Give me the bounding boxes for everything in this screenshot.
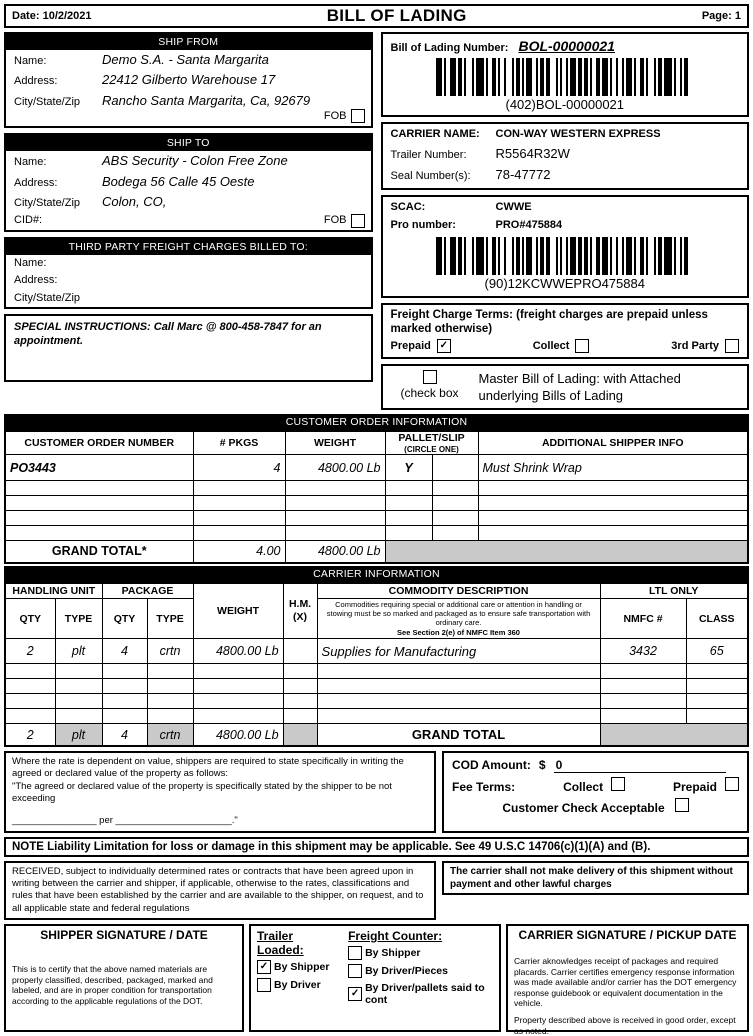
weight-cell: 4800.00 Lb — [193, 639, 283, 664]
ship-to-fob-checkbox[interactable] — [351, 214, 365, 228]
liability-note: NOTE Liability Limitation for loss or damage in this shipment may be applicable. See 49 U.S.C 14706(c)(1)(A) and (B). — [4, 837, 749, 857]
col-order-number: CUSTOMER ORDER NUMBER — [5, 431, 193, 455]
carrier-name-label: CARRIER NAME: — [390, 128, 480, 140]
customer-order-table — [4, 430, 749, 564]
trailer-number-value: R5564R32W — [495, 145, 570, 161]
col-handling-unit: HANDLING UNIT — [5, 583, 102, 599]
declared-value-fill-line[interactable]: ________________ per ______________________." — [12, 815, 238, 827]
shipper-signature-title: SHIPPER SIGNATURE / DATE — [40, 927, 208, 942]
trailer-loaded-title: Trailer Loaded: — [257, 928, 304, 957]
class-cell: 65 — [686, 639, 748, 664]
fee-terms-label: Fee Terms: — [452, 779, 516, 794]
field-label: City/State/Zip — [14, 197, 81, 210]
document-header — [4, 4, 749, 28]
ship-from-city-row — [6, 91, 371, 111]
shipper-certify-note: This is to certify that the above named materials are properly classified, described, packaged, marked and labeled, and are in proper condition for transportation according to the applicable regulations of the DOT. — [12, 963, 213, 1006]
carrier-signature-section[interactable] — [506, 924, 749, 1036]
bol-barcode-caption: (402)BOL-00000021 — [505, 97, 625, 112]
col-hu-type: TYPE — [55, 599, 102, 639]
master-bol-label: Master Bill of Lading: with Attached underlying Bills of Lading — [478, 371, 681, 403]
col-package: PACKAGE — [102, 583, 193, 599]
commodity-cell: Supplies for Manufacturing — [317, 639, 600, 664]
seal-number-label: Seal Number(s): — [390, 169, 471, 182]
counter-by-driver-pallets-label: By Driver/pallets said to cont — [365, 981, 485, 1006]
field-label: City/State/Zip — [14, 291, 81, 304]
pro-number-value: PRO#475884 — [495, 218, 563, 231]
commodity-note-bold: See Section 2(e) of NMFC Item 360 — [397, 628, 520, 638]
bol-barcode — [393, 58, 738, 96]
field-value: Bodega 56 Calle 45 Oeste — [102, 173, 255, 189]
carrier-grand-total-label: GRAND TOTAL — [317, 724, 600, 746]
third-party-label: 3rd Party — [671, 340, 719, 353]
carrier-info-sub-header — [5, 599, 748, 639]
scac-value: CWWE — [495, 200, 532, 213]
col-pkg-type: TYPE — [147, 599, 193, 639]
nmfc-cell: 3432 — [600, 639, 686, 664]
customer-check-label: Customer Check Acceptable — [502, 800, 665, 815]
field-label: Address: — [14, 176, 58, 189]
customer-order-title: CUSTOMER ORDER INFORMATION — [4, 414, 749, 430]
col-commodity: COMMODITY DESCRIPTION — [317, 583, 600, 599]
trailer-loaded-group — [257, 929, 334, 1010]
grand-total-weight: 4800.00 Lb — [285, 541, 385, 563]
master-bol-caption: (check box — [400, 386, 459, 401]
pkg-qty-cell: 4 — [102, 639, 147, 664]
table-row[interactable] — [5, 694, 748, 709]
fee-collect-label: Collect — [563, 779, 604, 794]
date-field — [12, 10, 92, 22]
fee-collect-checkbox[interactable] — [611, 777, 625, 791]
pro-barcode — [393, 237, 738, 275]
col-pkg-qty: QTY — [102, 599, 147, 639]
scac-label: SCAC: — [390, 200, 426, 213]
ship-to-address-row — [6, 172, 371, 192]
total-shaded-cell — [600, 724, 748, 746]
field-label: City/State/Zip — [14, 95, 81, 108]
page-title: BILL OF LADING — [326, 6, 467, 25]
master-bol-checkbox[interactable] — [423, 370, 437, 384]
table-row[interactable] — [5, 664, 748, 679]
freight-terms-title: Freight Charge Terms: (freight charges are prepaid unless marked otherwise) — [390, 308, 708, 336]
total-weight: 4800.00 Lb — [193, 724, 283, 746]
slip-cell — [432, 455, 478, 481]
prepaid-label: Prepaid — [390, 340, 431, 353]
third-party-name-row — [6, 255, 371, 272]
pkgs-cell: 4 — [193, 455, 285, 481]
date-value: 10/2/2021 — [42, 10, 92, 22]
table-row[interactable] — [5, 455, 748, 481]
field-label: Address: — [14, 274, 58, 287]
freight-counter-group — [348, 929, 493, 1010]
carrier-info-group-header — [5, 583, 748, 599]
date-label: Date: — [12, 10, 40, 22]
table-row[interactable] — [5, 481, 748, 496]
col-hm: H.M. (X) — [283, 583, 317, 639]
trailer-by-shipper-checkbox[interactable]: ✓ — [257, 960, 271, 974]
seal-number-value: 78-47772 — [495, 166, 551, 182]
counter-by-driver-pieces-label: By Driver/Pieces — [365, 964, 448, 977]
pallet-cell: Y — [385, 455, 432, 481]
order-number-cell: PO3443 — [5, 455, 193, 481]
carrier-info-total-row — [5, 724, 748, 746]
field-value: Demo S.A. - Santa Margarita — [102, 52, 269, 68]
trailer-by-shipper-label: By Shipper — [274, 960, 330, 973]
carrier-info-title: CARRIER INFORMATION — [4, 566, 749, 582]
scac-section — [381, 195, 750, 298]
grand-total-label: GRAND TOTAL* — [5, 541, 193, 563]
collect-checkbox[interactable] — [575, 339, 589, 353]
hm-cell — [283, 639, 317, 664]
ship-from-section — [4, 32, 373, 128]
table-row[interactable] — [5, 496, 748, 511]
col-nmfc: NMFC # — [600, 599, 686, 639]
left-column — [4, 32, 373, 382]
freight-terms-section — [381, 303, 750, 360]
col-class: CLASS — [686, 599, 748, 639]
ship-to-section — [4, 133, 373, 232]
carrier-property-note: Property described above is received in good order, except as noted. — [514, 1015, 736, 1036]
bol-number-section — [381, 32, 750, 117]
trailer-by-driver-checkbox[interactable] — [257, 978, 271, 992]
cod-amount-value[interactable]: 0 — [554, 758, 726, 773]
field-label: CID#: — [14, 214, 43, 227]
page-label: Page: — [701, 10, 732, 22]
total-hu-type: plt — [55, 724, 102, 746]
fee-prepaid-checkbox[interactable] — [725, 777, 739, 791]
third-party-address-row — [6, 272, 371, 289]
field-label: Name: — [14, 55, 47, 68]
ship-to-title: SHIP TO — [6, 135, 371, 151]
ship-from-name-row — [6, 50, 371, 70]
customer-order-total-row — [5, 541, 748, 563]
master-bol-section — [381, 364, 750, 410]
pro-number-label: Pro number: — [390, 218, 456, 231]
counter-by-shipper-label: By Shipper — [365, 946, 421, 959]
col-hu-qty: QTY — [5, 599, 55, 639]
ship-to-cid-row — [6, 212, 371, 229]
col-shipper-info: ADDITIONAL SHIPPER INFO — [478, 431, 748, 455]
grand-total-shaded-cell — [385, 541, 748, 563]
third-party-title: THIRD PARTY FREIGHT CHARGES BILLED TO: — [6, 239, 371, 255]
col-ltl-only: LTL ONLY — [600, 583, 748, 599]
field-label: Name: — [14, 256, 47, 269]
cod-amount-label: COD Amount: — [452, 757, 531, 772]
carrier-signature-title: CARRIER SIGNATURE / PICKUP DATE — [518, 927, 737, 942]
cod-section — [442, 751, 749, 833]
customer-order-header-row — [5, 431, 748, 455]
right-column — [381, 32, 750, 410]
shipper-signature-section[interactable] — [4, 924, 244, 1032]
table-row[interactable] — [5, 511, 748, 526]
commodity-note: Commodities requiring special or additional care or attention in handling or stowing must be so marked and packaged as to ensure safe transportation with ordinary care. See Section 2(e) of NMFC Item 360 — [317, 599, 600, 639]
col-pallet-sub: (CIRCLE ONE) — [404, 444, 459, 454]
bol-number-value: BOL-00000021 — [518, 38, 615, 54]
shipper-info-cell: Must Shrink Wrap — [478, 455, 748, 481]
ship-from-fob-checkbox[interactable] — [351, 109, 365, 123]
table-row[interactable] — [5, 526, 748, 541]
third-party-checkbox[interactable] — [725, 339, 739, 353]
total-pkg-type: crtn — [147, 724, 193, 746]
grand-total-pkgs: 4.00 — [193, 541, 285, 563]
declared-value-section — [4, 751, 436, 833]
page-field — [702, 10, 741, 22]
page-number: 1 — [734, 10, 741, 22]
field-value: ABS Security - Colon Free Zone — [102, 153, 288, 169]
hu-qty-cell: 2 — [5, 639, 55, 664]
ship-to-name-row — [6, 151, 371, 171]
field-label: Address: — [14, 75, 58, 88]
total-hu-qty: 2 — [5, 724, 55, 746]
field-label: Name: — [14, 156, 47, 169]
carrier-info-table — [4, 582, 749, 747]
collect-label: Collect — [532, 340, 570, 353]
hu-type-cell: plt — [55, 639, 102, 664]
field-value: 22412 Gilberto Warehouse 17 — [102, 72, 276, 88]
table-row[interactable] — [5, 679, 748, 694]
fee-prepaid-label: Prepaid — [673, 779, 718, 794]
field-value: Colon, CO, — [102, 194, 167, 210]
customer-check-checkbox[interactable] — [675, 798, 689, 812]
declared-value-text2: "The agreed or declared value of the property is specifically stated by the shipper to be not exceeding — [12, 780, 392, 804]
col-pkgs: # PKGS — [193, 431, 285, 455]
ship-to-city-row — [6, 192, 371, 212]
pro-barcode-caption: (90)12KCWWEPRO475884 — [484, 275, 645, 291]
counter-by-shipper-checkbox[interactable] — [348, 946, 362, 960]
table-row[interactable] — [5, 639, 748, 664]
field-value: Rancho Santa Margarita, Ca, 92679 — [102, 92, 311, 108]
no-delivery-wrap — [442, 861, 749, 920]
third-party-city-row — [6, 290, 371, 307]
declared-value-text1: Where the rate is dependent on value, shippers are required to state specifically in writing the agreed or declared value of the property as follows: — [12, 755, 404, 780]
special-instructions: SPECIAL INSTRUCTIONS: Call Marc @ 800-458-7847 for an appointment. — [4, 314, 373, 382]
pkg-type-cell: crtn — [147, 639, 193, 664]
trailer-by-driver-label: By Driver — [274, 978, 321, 991]
counter-by-driver-pieces-checkbox[interactable] — [348, 964, 362, 978]
col-weight: WEIGHT — [193, 583, 283, 639]
loading-section — [249, 924, 501, 1032]
col-pallet-slip: PALLET/SLIP (CIRCLE ONE) — [385, 431, 478, 455]
fob-label: FOB — [323, 110, 347, 123]
ship-from-address-row — [6, 70, 371, 90]
col-weight: WEIGHT — [285, 431, 385, 455]
counter-by-driver-pallets-checkbox[interactable]: ✓ — [348, 987, 362, 1001]
bill-of-lading-page — [4, 4, 749, 1036]
bol-number-label: Bill of Lading Number: — [390, 42, 509, 54]
carrier-name-value: CON-WAY WESTERN EXPRESS — [495, 128, 661, 140]
prepaid-checkbox[interactable]: ✓ — [437, 339, 451, 353]
cod-currency: $ — [538, 757, 546, 772]
trailer-number-label: Trailer Number: — [390, 148, 467, 161]
table-row[interactable] — [5, 709, 748, 724]
ship-from-title: SHIP FROM — [6, 34, 371, 50]
total-pkg-qty: 4 — [102, 724, 147, 746]
ship-from-fob-row — [6, 109, 371, 126]
fob-label: FOB — [323, 214, 347, 227]
carrier-acknowledge-note: Carrier aknowledges receipt of packages and required placards. Carrier certifies emergency response information was made available and/or carrier has the DOT emergency response guidebook or equivalent documentation in the vehicle. — [514, 955, 737, 1009]
total-hm-shaded — [283, 724, 317, 746]
received-section: RECEIVED, subject to individually determined rates or contracts that have been agreed upon in writing between the carrier and shipper, if applicable, otherwise to the rates, classifications and rules that have been established by the carrier and are available to the shipper, on request, and to all applicable state and federal regulations — [4, 861, 436, 920]
freight-counter-title: Freight Counter: — [348, 928, 443, 943]
no-delivery-note: The carrier shall not make delivery of this shipment without payment and other lawful charges — [442, 861, 749, 895]
carrier-section — [381, 122, 750, 190]
third-party-section — [4, 237, 373, 309]
weight-cell: 4800.00 Lb — [285, 455, 385, 481]
